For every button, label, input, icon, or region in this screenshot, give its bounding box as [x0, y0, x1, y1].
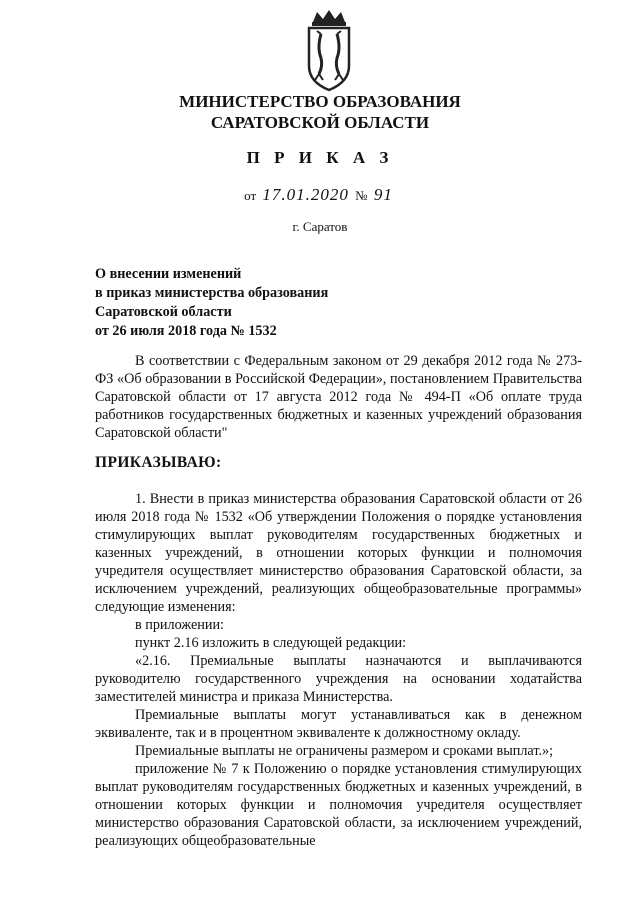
body-paragraph-5: Премиальные выплаты могут устанавливаться как в денежном эквиваленте, так и в процентном эквиваленте к должностному окладу. — [95, 707, 582, 741]
subject-line-2: в приказ министерства образования — [95, 285, 329, 301]
subject-line-1: О внесении изменений — [95, 266, 242, 282]
number-prefix: № — [355, 188, 368, 203]
preamble-paragraph: В соответствии с Федеральным законом от 29 декабря 2012 года № 273-ФЗ «Об образовании в Российской Федерации», постановлением Правительства Саратовской области от 17 августа 2012 года № 494-П «Об оплате труда работников государственных бюджетных и казенных учреждений образования Саратовской области" — [95, 353, 582, 441]
ministry-line-2: САРАТОВСКОЙ ОБЛАСТИ — [210, 113, 430, 132]
coat-of-arms-icon — [297, 8, 361, 92]
body-paragraph-2: в приложении: — [135, 617, 224, 633]
body-paragraph-4: «2.16. Премиальные выплаты назначаются и выплачиваются руководителю государственного учреждения на основании ходатайства заместителей министра и приказа Министерства. — [95, 653, 582, 705]
subject-line-4: от 26 июля 2018 года № 1532 — [95, 323, 277, 339]
city: г. Саратов — [292, 219, 348, 234]
ministry-line-1: МИНИСТЕРСТВО ОБРАЗОВАНИЯ — [179, 92, 461, 111]
body-text — [95, 490, 582, 850]
body-paragraph-1: 1. Внести в приказ министерства образования Саратовской области от 26 июля 2018 года № 1532 «Об утверждении Положения о порядке установления стимулирующих выплат руководителям государственных бюджетных и казенных учреждений, в отношении которых функции и полномочия учредителя осуществляет министерство образования Саратовской области, за исключением учреждений, реализующих общеобразовательные программы» следующие изменения: — [95, 491, 582, 615]
body-paragraph-3: пункт 2.16 изложить в следующей редакции: — [135, 635, 407, 651]
body-paragraph-7: приложение № 7 к Положению о порядке установления стимулирующих выплат руководителям государственных бюджетных и казенных учреждений, в отношении которых функции и полномочия учредителя осуществляет министерство образования Саратовской области, за исключением учреждений, реализующих общеобразовательные — [95, 761, 582, 849]
date-prefix: от — [244, 188, 257, 203]
subject-line-3: Саратовской области — [95, 304, 232, 320]
order-subject — [95, 265, 328, 341]
order-date-number — [0, 185, 640, 205]
order-number: 91 — [373, 185, 393, 204]
body-paragraph-6: Премиальные выплаты не ограничены размером и сроками выплат.»; — [135, 743, 554, 759]
order-date: 17.01.2020 — [262, 185, 349, 204]
decree-heading: ПРИКАЗЫВАЮ: — [95, 454, 222, 471]
ministry-name — [0, 91, 640, 133]
order-title: П Р И К А З — [246, 148, 394, 167]
